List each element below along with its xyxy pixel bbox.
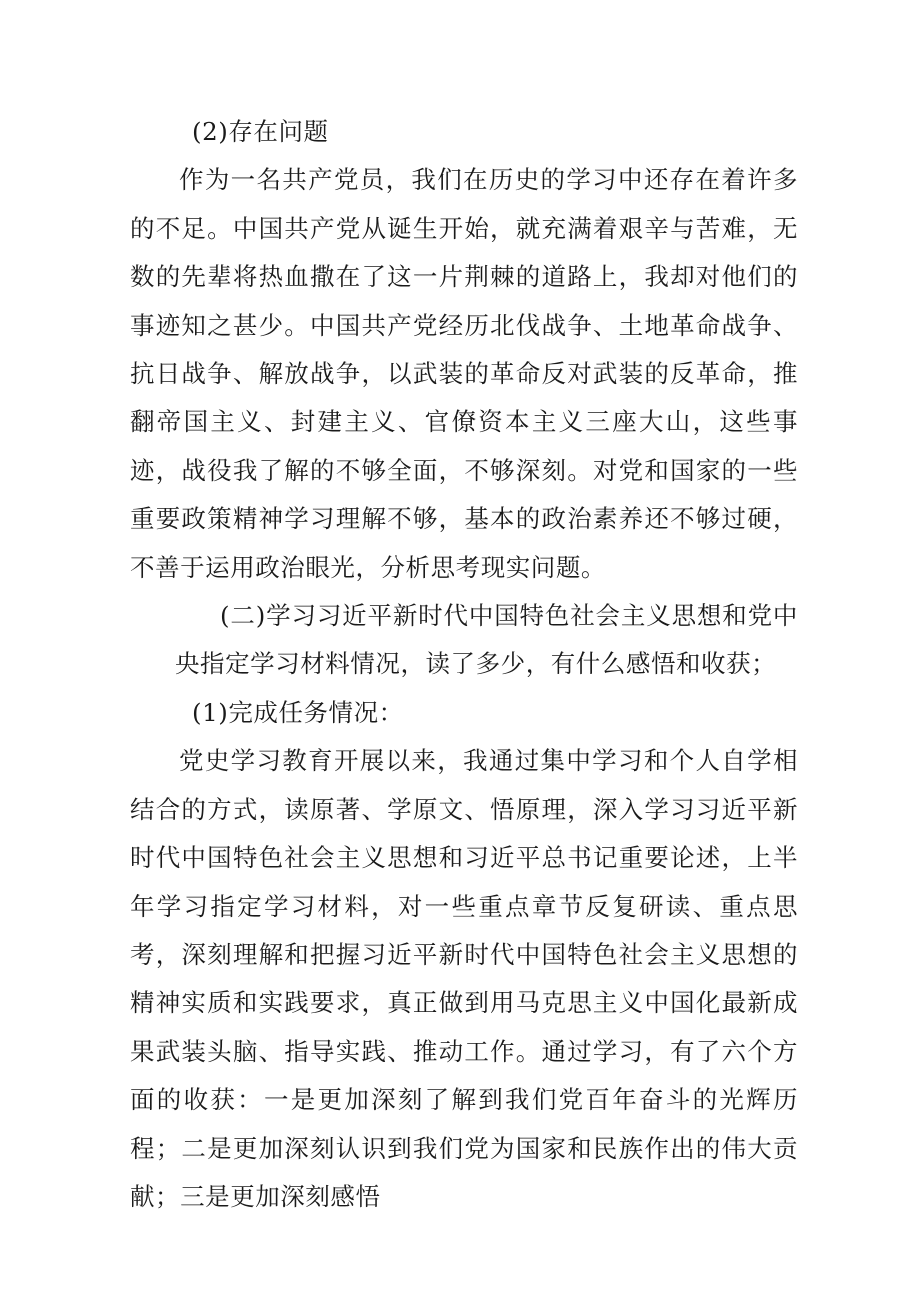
paragraph-existing-problems: 作为一名共产党员，我们在历史的学习中还存在着许多的不足。中国共产党从诞生开始，就充满着艰辛与苦难，无数的先辈将热血撒在了这一片荆棘的道路上，我却对他们的事迹知之甚少。中国共产党经历北伐战争、土地革命战争、抗日战争、解放战争，以武装的革命反对武装的反革命，推翻帝国主义、封建主义、官僚资本主义三座大山，这些事迹，战役我了解的不够全面，不够深刻。对党和国家的一些重要政策精神学习理解不够，基本的政治素养还不够过硬，不善于运用政治眼光，分析思考现实问题。 [130,165,798,582]
document-body [130,108,798,1221]
paragraph-task-completion: 党史学习教育开展以来，我通过集中学习和个人自学相结合的方式，读原著、学原文、悟原理，深入学习习近平新时代中国特色社会主义思想和习近平总书记重要论述，上半年学习指定学习材料，对一些重点章节反复研读、重点思考，深刻理解和把握习近平新时代中国特色社会主义思想的精神实质和实践要求，真正做到用马克思主义中国化最新成果武装头脑、指导实践、推动工作。通过学习，有了六个方面的收获：一是更加深刻了解到我们党百年奋斗的光辉历程；二是更加深刻认识到我们党为国家和民族作出的伟大贡献；三是更加深刻感悟 [130,746,798,1211]
heading-section-two: (二)学习习近平新时代中国特色社会主义思想和党中央指定学习材料情况，读了多少，有什么感悟和收获； [175,601,798,679]
heading-task-completion: (1)完成任务情况： [192,697,404,727]
heading-existing-problems: (2)存在问题 [192,117,329,146]
